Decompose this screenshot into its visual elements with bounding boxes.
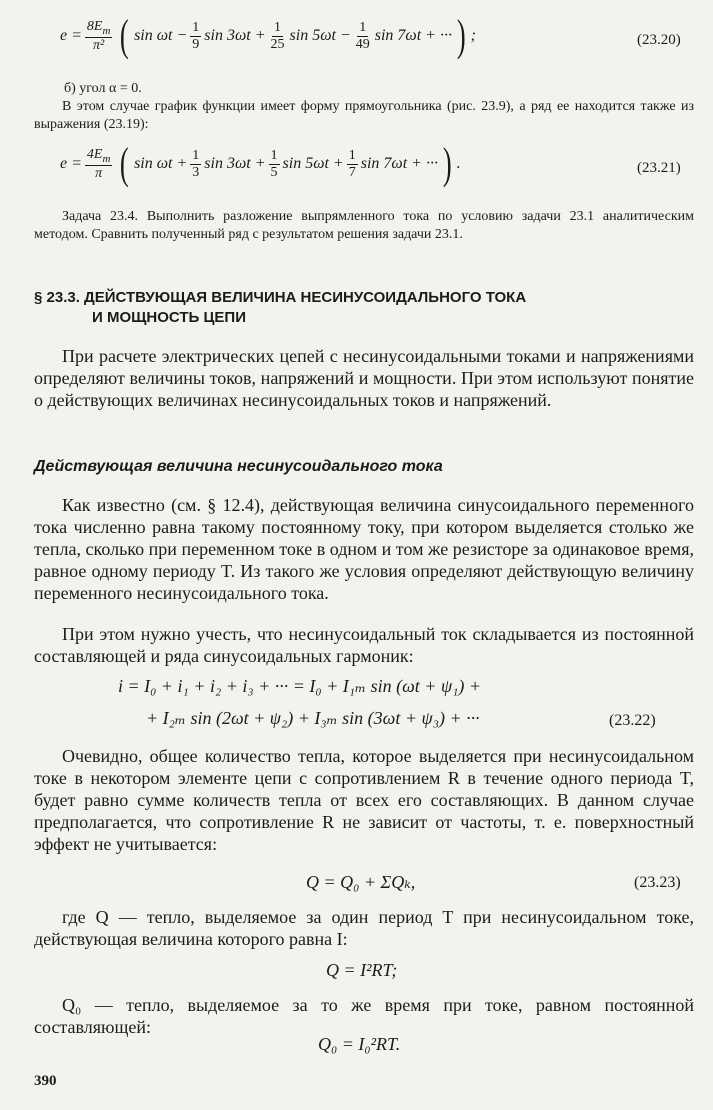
angle-label: б) угол α = 0. bbox=[64, 81, 142, 96]
equation-q: Q = I²RT; bbox=[326, 960, 398, 980]
paragraph-q0: Q₀ — тепло, выделяемое за то же время при токе, равном постоянной составляющей: bbox=[34, 995, 694, 1037]
paragraph-where: где Q — тепло, выделяемое за один период T при несинусоидальном токе, действующая величина которого равна I: bbox=[34, 907, 694, 949]
eq-coefficient: $\frac{8E_m}{\text{π²}}$ bbox=[86, 18, 111, 53]
equation-number: (23.20) bbox=[637, 32, 681, 48]
equation-23-23: Q = Q₀ + ΣQₖ, bbox=[306, 872, 416, 892]
equation-number: (23.21) bbox=[637, 160, 681, 176]
paragraph-obvious: Очевидно, общее количество тепла, которое выделяется при несинусоидальном токе в некотором элементе цепи с сопротивлением R в течение одного периода T, будет равно сумме количеств тепла от всех его составляющих. В данном случае предполагается, что сопротивление R не зависит от частоты, т. е. поверхностный эффект не учитывается: bbox=[34, 746, 694, 854]
equation-23-20: e = $\frac{8E_m}{\text{π²}}$ ( sin ωt − $\frac{1}{9}$ sin 3ωt + $\frac{1}{25}$ sin 5ωt − $\frac{1}{49}$ sin 7ωt + ··· ) ; bbox=[60, 11, 476, 60]
paragraph-account: При этом нужно учесть, что несинусоидальный ток складывается из постоянной составляющей и ряда синусоидальных гармоник: bbox=[34, 624, 694, 666]
paragraph-rectangle: В этом случае график функции имеет форму прямоугольника (рис. 23.9), а ряд ее находится также из выражения (23.19): bbox=[34, 99, 694, 132]
equation-number: (23.23) bbox=[634, 874, 681, 891]
subheading: Действующая величина несинусоидального тока bbox=[34, 458, 443, 475]
paragraph-known: Как известно (см. § 12.4), действующая величина синусоидального переменного тока численно равна такому постоянному току, при котором выделяется столько же тепла, сколько при переменном токе в одном и том же резисторе за одинаковое время, равное одному периоду T. Из такого же условия определяют действующую величину переменного несинусоидального тока. bbox=[34, 495, 694, 603]
section-heading-line2: И МОЩНОСТЬ ЦЕПИ bbox=[92, 309, 246, 326]
task-text: Задача 23.4. Выполнить разложение выпрямленного тока по условию задачи 23.1 аналитическим методом. Сравнить полученный ряд с результатом решения задачи 23.1. bbox=[34, 209, 694, 242]
equation-23-22-line1: i = I₀ + i₁ + i₂ + i₃ + ··· = I₀ + I₁ₘ sin (ωt + ψ₁) + bbox=[118, 676, 482, 696]
equation-23-22-line2: + I₂ₘ sin (2ωt + ψ₂) + I₃ₘ sin (3ωt + ψ₃) + ··· bbox=[146, 708, 480, 728]
equation-number: (23.22) bbox=[609, 712, 656, 729]
section-heading-line1: § 23.3. ДЕЙСТВУЮЩАЯ ВЕЛИЧИНА НЕСИНУСОИДАЛЬНОГО ТОКА bbox=[34, 289, 527, 306]
eq-lhs: e = bbox=[60, 155, 82, 172]
page-number: 390 bbox=[34, 1073, 57, 1089]
eq-lhs: e = bbox=[60, 27, 82, 44]
equation-23-21: e = $\frac{4E_m}{\pi}$ ( sin ωt + $\frac{1}{3}$ sin 3ωt + $\frac{1}{5}$ sin 5ωt + $\frac{1}{7}$ sin 7ωt + ··· ) . bbox=[60, 139, 461, 188]
equation-q0: Q₀ = I₀²RT. bbox=[318, 1034, 401, 1054]
eq-coefficient: $\frac{4E_m}{\pi}$ bbox=[86, 146, 111, 181]
paragraph-intro: При расчете электрических цепей с несинусоидальными токами и напряжениями определяют величины токов, напряжений и мощности. При этом используют понятие о действующих величинах несинусоидальных токов и напряжений. bbox=[34, 346, 694, 410]
